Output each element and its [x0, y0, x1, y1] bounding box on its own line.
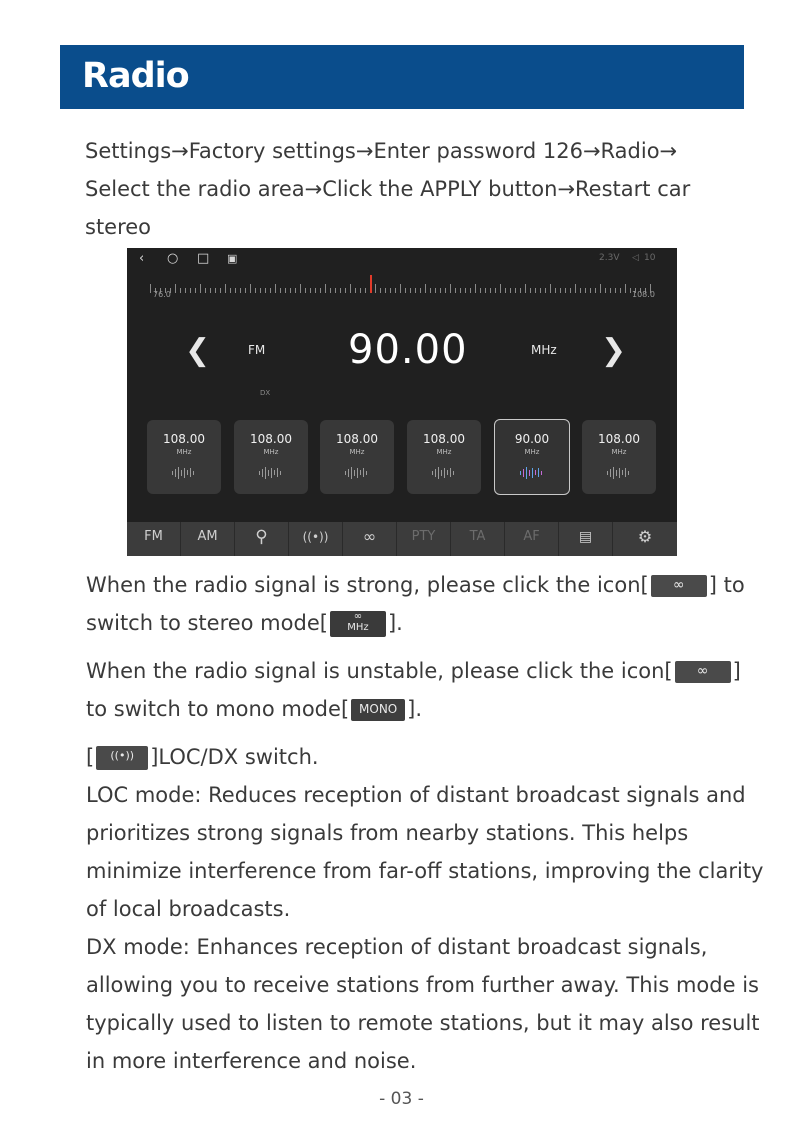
intro-instructions: Settings→Factory settings→Enter password 126→Radio→ Select the radio area→Click the APPLY button→Restart car stereo [85, 139, 691, 239]
scale-tick [505, 288, 506, 293]
waveform-bar [453, 471, 454, 475]
scale-tick [610, 288, 611, 293]
stereo-icon: ∞ [651, 575, 707, 597]
reception-mode-label: DX [260, 389, 271, 397]
waveform-bar [280, 471, 281, 475]
preset-frequency: 108.00 [598, 432, 640, 446]
waveform-bar [526, 467, 527, 479]
preset-unit: MHz [611, 448, 627, 456]
scale-tick [625, 284, 626, 293]
scale-tick [205, 288, 206, 293]
scale-tick [545, 288, 546, 293]
scale-tick [350, 284, 351, 293]
waveform-bar [435, 469, 436, 477]
scale-tick [560, 288, 561, 293]
scale-tick [395, 288, 396, 293]
scale-tick [190, 288, 191, 293]
scale-max-label: 108.0 [632, 290, 655, 299]
waveform-bar [181, 470, 182, 476]
waveform-icon [407, 462, 481, 476]
loc-dx-section [86, 738, 766, 1080]
scale-tick [315, 288, 316, 293]
preset-unit: MHz [524, 448, 540, 456]
waveform-bar [268, 470, 269, 476]
preset-frequency: 108.00 [250, 432, 292, 446]
waveform-bar [172, 471, 173, 475]
scale-tick [615, 288, 616, 293]
status-voltage: 2.3V [599, 253, 620, 263]
scale-tick [470, 288, 471, 293]
ta-button[interactable]: TA [451, 522, 505, 556]
scale-tick [345, 288, 346, 293]
page-number: - 03 - [379, 1089, 424, 1109]
scale-tick [235, 288, 236, 293]
waveform-bar [259, 471, 260, 475]
waveform-icon [320, 462, 394, 476]
scale-tick [175, 284, 176, 293]
seek-next-icon[interactable]: ❯ [601, 333, 627, 368]
waveform-bar [523, 469, 524, 477]
scale-tick [195, 288, 196, 293]
waveform-bar [175, 469, 176, 477]
frequency-scale[interactable] [150, 279, 655, 293]
scale-tick [475, 284, 476, 293]
section-title: Radio [82, 56, 189, 96]
scale-tick [500, 284, 501, 293]
back-icon[interactable]: ‹ [139, 251, 145, 266]
waveform-bar [178, 467, 179, 479]
scale-tick [480, 288, 481, 293]
waveform-bar [447, 470, 448, 475]
scale-tick [490, 288, 491, 293]
waveform-bar [274, 470, 275, 475]
preset-unit: MHz [436, 448, 452, 456]
radio-toolbar [127, 522, 677, 556]
waveform-bar [438, 467, 439, 479]
scale-tick [555, 288, 556, 293]
scale-tick [530, 288, 531, 293]
pty-button[interactable]: PTY [397, 522, 451, 556]
scale-tick [330, 288, 331, 293]
scale-tick [200, 284, 201, 293]
scale-tick [185, 288, 186, 293]
scale-tick [225, 284, 226, 293]
scale-tick [520, 288, 521, 293]
broadcast-icon: ((•)) [96, 746, 148, 770]
stereo-text-before: When the radio signal is strong, please click the icon [86, 573, 641, 597]
waveform-bar [541, 471, 542, 475]
waveform-bar [628, 471, 629, 475]
scale-tick [510, 288, 511, 293]
scale-tick [215, 288, 216, 293]
waveform-bar [441, 470, 442, 476]
seek-prev-icon[interactable]: ❮ [185, 333, 211, 368]
scale-tick [300, 284, 301, 293]
loc-dx-switch-text: LOC/DX switch. [158, 745, 319, 769]
preset-button-active[interactable] [494, 419, 570, 495]
scale-tick [440, 288, 441, 293]
preset-unit: MHz [349, 448, 365, 456]
waveform-icon [582, 462, 656, 476]
waveform-bar [432, 471, 433, 475]
waveform-bar [625, 468, 626, 477]
scale-tick [495, 288, 496, 293]
scale-tick [320, 288, 321, 293]
scale-tick [450, 284, 451, 293]
scale-tick [305, 288, 306, 293]
scale-min-label: 76.0 [153, 290, 171, 299]
stereo-icon: ∞ [675, 661, 731, 683]
waveform-bar [348, 469, 349, 477]
waveform-bar [277, 468, 278, 477]
scale-tick [620, 288, 621, 293]
search-icon[interactable]: ⚲ [235, 522, 289, 556]
scale-tick [240, 288, 241, 293]
scale-tick [290, 288, 291, 293]
dx-mode-description: DX mode: Enhances reception of distant broadcast signals, allowing you to receive stations from further away. This mode is typically used to listen to remote stations, but it may also result in more interference and noise. [86, 935, 760, 1073]
scale-tick [485, 288, 486, 293]
mono-instructions: When the radio signal is unstable, please click the icon[ ∞ ] to switch to mono mode[ MONO ]. [86, 659, 741, 721]
volume-icon: ◁ [632, 253, 639, 263]
preset-button[interactable] [320, 420, 394, 494]
loc-dx-switch-line: [ ((•)) ]LOC/DX switch. [86, 745, 319, 769]
waveform-bar [187, 470, 188, 475]
scale-tick [355, 288, 356, 293]
waveform-bar [444, 468, 445, 478]
scale-tick [550, 284, 551, 293]
scale-tick [210, 288, 211, 293]
waveform-icon-active [495, 462, 569, 476]
radio-screenshot [127, 248, 677, 556]
waveform-bar [354, 470, 355, 476]
waveform-bar [357, 468, 358, 478]
waveform-bar [363, 468, 364, 477]
preset-frequency: 108.00 [423, 432, 465, 446]
scale-tick [375, 284, 376, 293]
scale-tick [410, 288, 411, 293]
scale-tick [400, 284, 401, 293]
mono-text-after: to switch to mono mode [86, 697, 341, 721]
scale-tick [270, 288, 271, 293]
stereo-instructions: When the radio signal is strong, please click the icon[ ∞ ] to switch to stereo mode[ ∞ MHz ]. [86, 573, 745, 635]
scale-tick [360, 288, 361, 293]
waveform-bar [619, 468, 620, 478]
scale-tick [365, 288, 366, 293]
waveform-bar [351, 467, 352, 479]
scale-tick [465, 288, 466, 293]
section-header [60, 45, 744, 109]
scale-tick [220, 288, 221, 293]
scale-tick [605, 288, 606, 293]
current-frequency: 90.00 [348, 327, 468, 373]
waveform-bar [520, 471, 521, 475]
scale-tick [425, 284, 426, 293]
scale-tick [575, 284, 576, 293]
scale-tick [245, 288, 246, 293]
status-bar [127, 248, 677, 270]
list-search-icon[interactable]: ▤ [559, 522, 613, 556]
scale-tick [415, 288, 416, 293]
preset-frequency: 108.00 [336, 432, 378, 446]
waveform-bar [193, 471, 194, 475]
scale-tick [570, 288, 571, 293]
scale-tick [340, 288, 341, 293]
waveform-bar [607, 471, 608, 475]
scale-tick [230, 288, 231, 293]
preset-unit: MHz [263, 448, 279, 456]
scale-tick [585, 288, 586, 293]
band-label: FM [248, 343, 266, 357]
scale-tick [535, 288, 536, 293]
scale-tick [590, 288, 591, 293]
waveform-bar [345, 471, 346, 475]
mono-icon: MONO [351, 699, 405, 721]
waveform-bar [613, 467, 614, 479]
scale-tick [430, 288, 431, 293]
waveform-bar [616, 470, 617, 476]
stereo-mhz-icon: ∞ MHz [330, 611, 386, 637]
am-button[interactable]: AM [181, 522, 235, 556]
waveform-bar [271, 468, 272, 478]
scale-tick [595, 288, 596, 293]
scale-tick [295, 288, 296, 293]
frequency-unit: MHz [531, 343, 557, 357]
preset-unit: MHz [176, 448, 192, 456]
scale-tick [265, 288, 266, 293]
waveform-bar [366, 471, 367, 475]
scale-tick [335, 288, 336, 293]
scale-tick [420, 288, 421, 293]
status-volume: 10 [644, 253, 656, 263]
screenshot-icon[interactable]: ▣ [227, 252, 238, 265]
loc-mode-description: LOC mode: Reduces reception of distant broadcast signals and prioritizes strong signals from nearby stations. This helps minimize interference from far-off stations, improving the clarity of local broadcasts. [86, 783, 764, 921]
scale-tick [385, 288, 386, 293]
scale-tick [285, 288, 286, 293]
waveform-bar [535, 470, 536, 475]
waveform-bar [265, 467, 266, 479]
scale-tick [150, 284, 151, 293]
stereo-icon[interactable]: ∞ [343, 522, 397, 556]
scale-tick [515, 288, 516, 293]
recents-icon[interactable]: □ [197, 251, 210, 266]
scale-tick [565, 288, 566, 293]
scale-tick [325, 284, 326, 293]
scale-tick [540, 288, 541, 293]
home-icon[interactable]: ○ [167, 251, 179, 266]
waveform-bar [529, 470, 530, 476]
frequency-needle[interactable] [370, 275, 372, 293]
preset-frequency: 108.00 [163, 432, 205, 446]
scale-tick [380, 288, 381, 293]
preset-button[interactable] [234, 420, 308, 494]
scale-tick [445, 288, 446, 293]
waveform-bar [450, 468, 451, 477]
mono-text-before: When the radio signal is unstable, please click the icon [86, 659, 665, 683]
scale-tick [280, 288, 281, 293]
scale-tick [405, 288, 406, 293]
gear-icon[interactable]: ⚙ [637, 527, 653, 546]
scale-tick [275, 284, 276, 293]
scale-tick [310, 288, 311, 293]
stereo-chip-label: MHz [347, 622, 369, 633]
waveform-bar [360, 470, 361, 475]
scale-tick [580, 288, 581, 293]
scale-tick [260, 288, 261, 293]
broadcast-icon[interactable]: ((•)) [289, 522, 343, 556]
preset-button[interactable] [407, 420, 481, 494]
preset-frequency: 90.00 [514, 432, 550, 446]
waveform-bar [610, 469, 611, 477]
waveform-bar [262, 469, 263, 477]
preset-button[interactable] [147, 420, 221, 494]
scale-tick [460, 288, 461, 293]
scale-tick [390, 288, 391, 293]
waveform-icon [234, 462, 308, 476]
waveform-icon [147, 462, 221, 476]
scale-tick [455, 288, 456, 293]
scale-tick [435, 288, 436, 293]
scale-tick [525, 284, 526, 293]
fm-button[interactable]: FM [127, 522, 181, 556]
af-button[interactable]: AF [505, 522, 559, 556]
scale-tick [180, 288, 181, 293]
waveform-bar [538, 468, 539, 477]
waveform-bar [622, 470, 623, 475]
preset-button[interactable] [582, 420, 656, 494]
scale-tick [255, 288, 256, 293]
scale-tick [250, 284, 251, 293]
scale-tick [600, 284, 601, 293]
scale-tick [630, 288, 631, 293]
waveform-bar [532, 468, 533, 478]
waveform-bar [184, 468, 185, 478]
stereo-text-after: to switch to stereo mode [86, 573, 745, 635]
waveform-bar [190, 468, 191, 477]
